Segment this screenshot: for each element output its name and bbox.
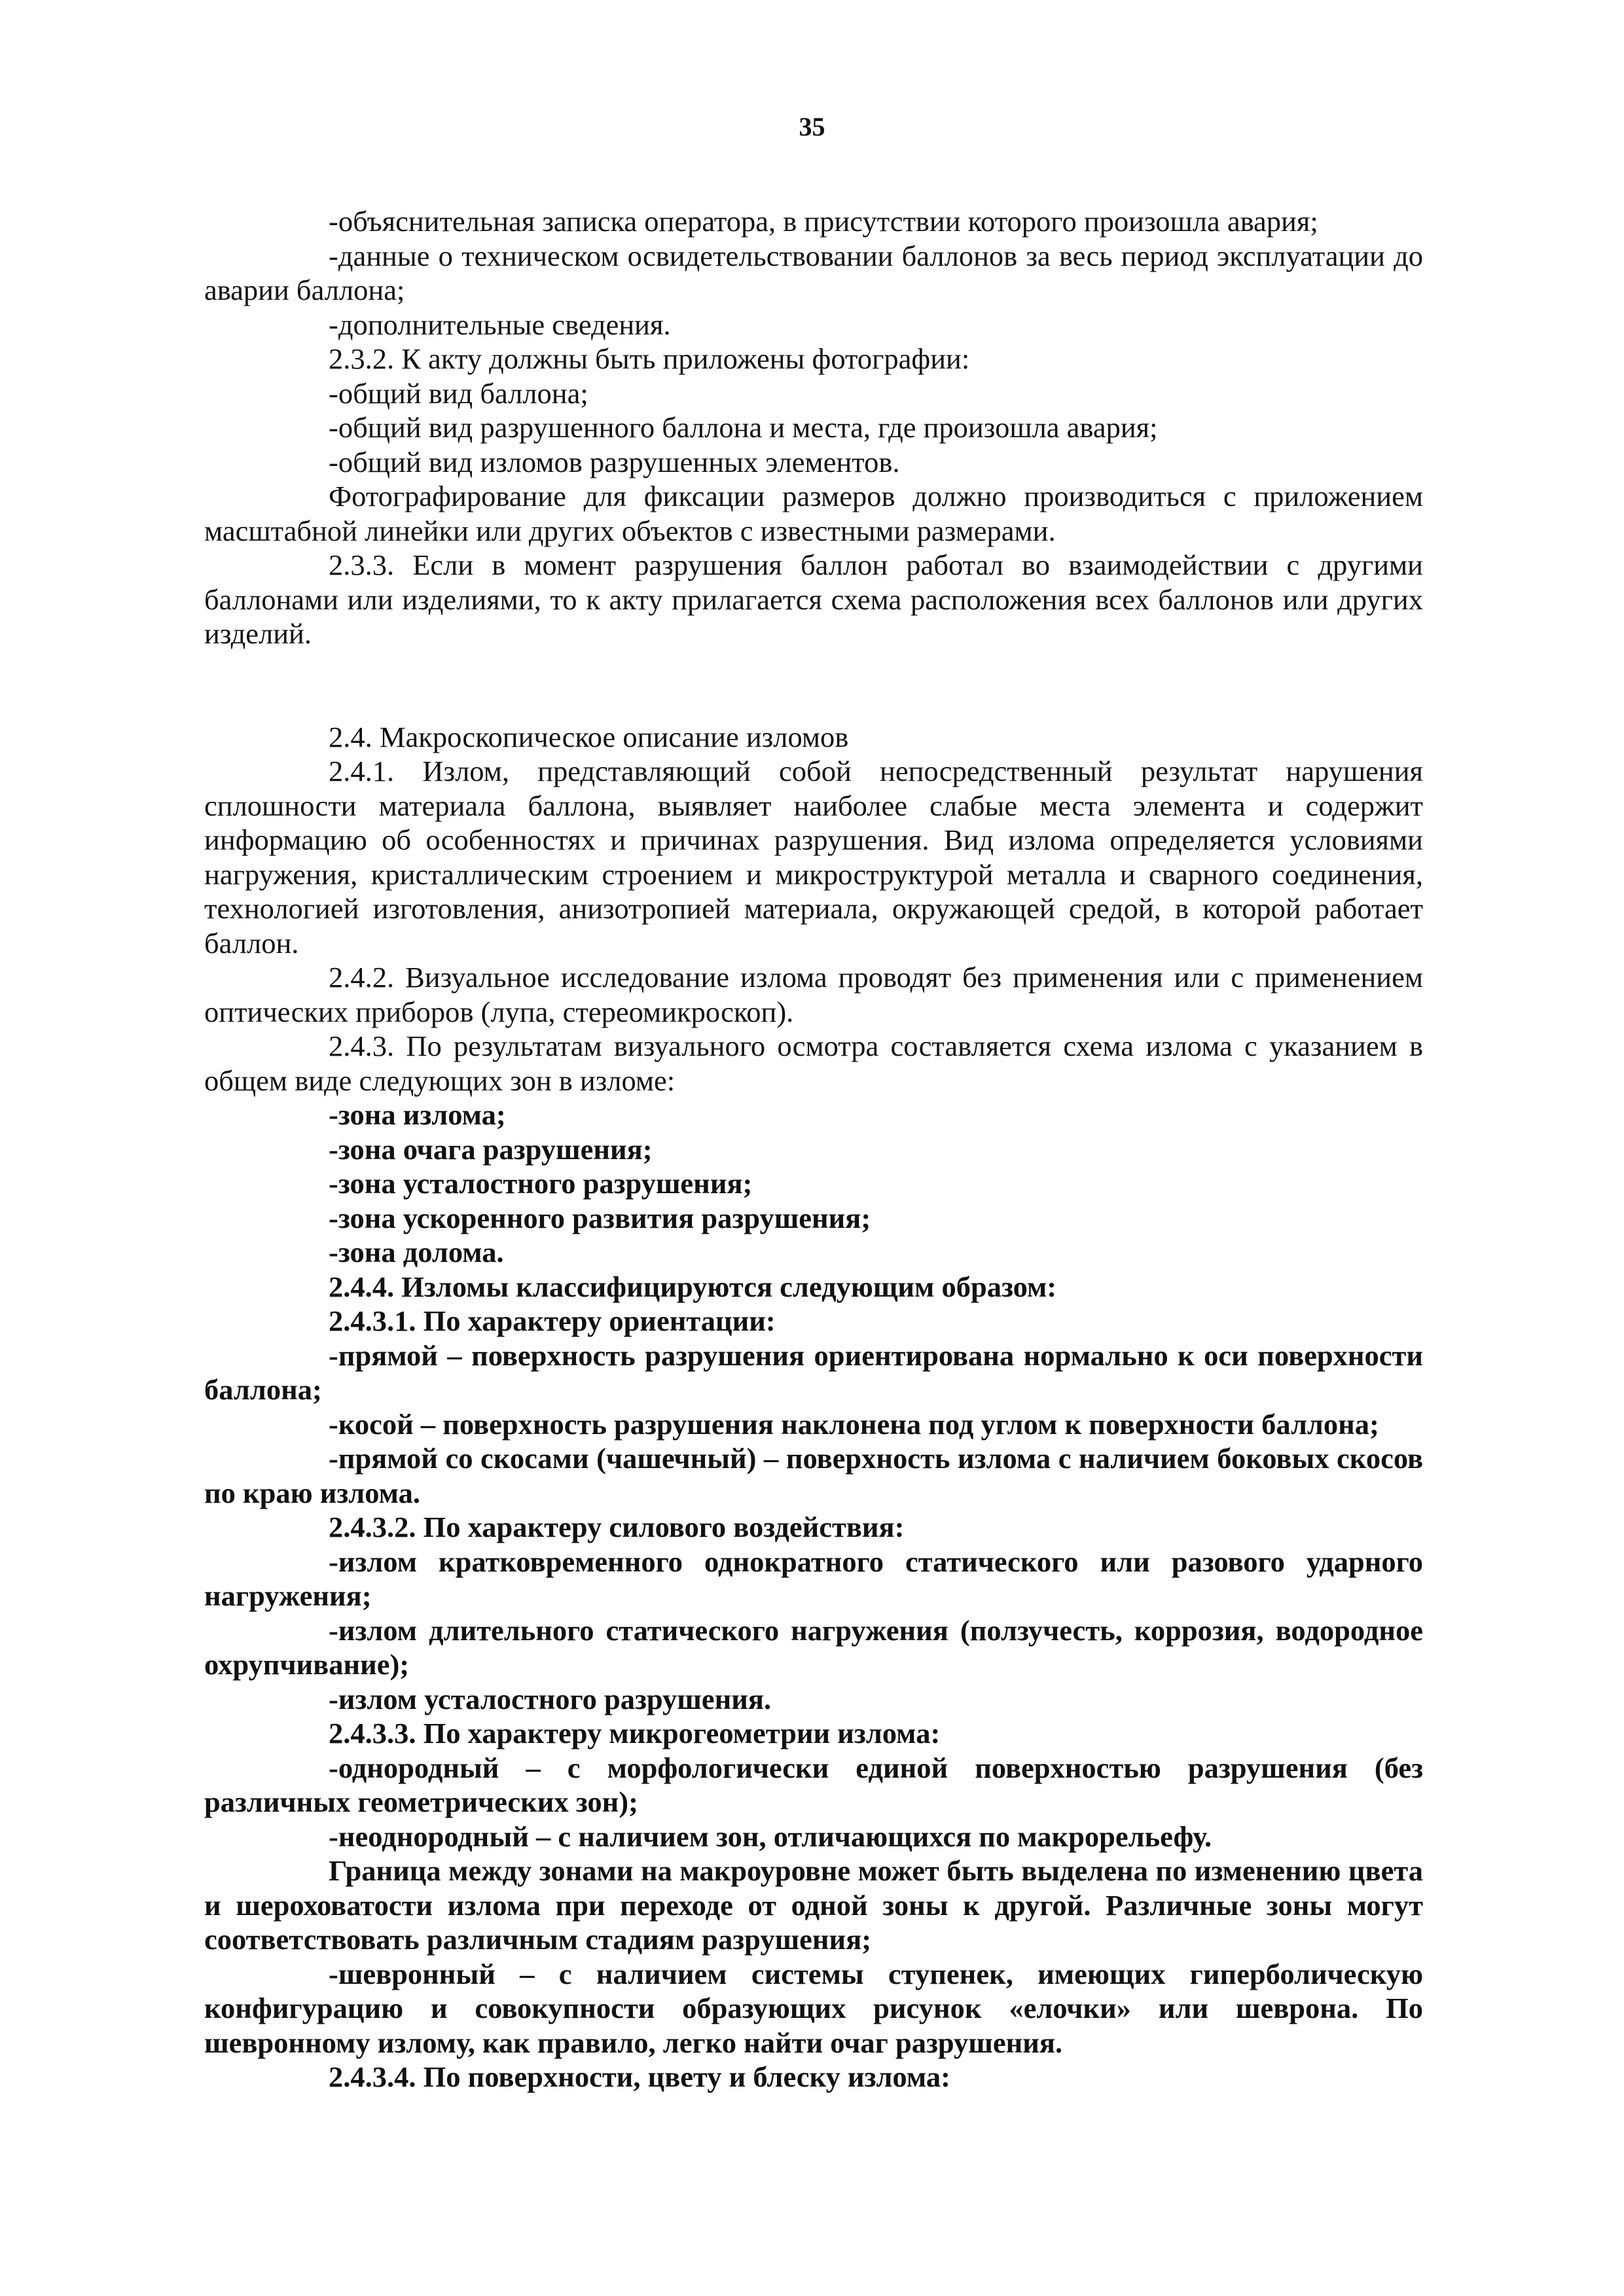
list-item-long-term: -излом длительного статического нагружения (ползучесть, коррозия, водородное охрупчивание); bbox=[204, 1613, 1423, 1681]
list-item-heterogeneous: -неоднородный – с наличием зон, отличающихся по макрорельефу. bbox=[329, 1820, 1212, 1853]
list-item-cup: -прямой со скосами (чашечный) – поверхность излома с наличием боковых скосов по краю излома. bbox=[204, 1442, 1423, 1509]
list-item-destroyed-view: -общий вид разрушенного баллона и места, где произошла авария; bbox=[329, 411, 1158, 444]
list-item-homogeneous: -однородный – с морфологически единой поверхностью разрушения (без различных геометрических зон); bbox=[204, 1751, 1423, 1818]
paragraph-additional-info: -дополнительные сведения. bbox=[329, 308, 671, 341]
paragraph-operator-note: -объяснительная записка оператора, в присутствии которого произошла авария; bbox=[329, 205, 1318, 238]
paragraph-2-4-3: 2.4.3. По результатам визуального осмотра составляется схема излома с указанием в общем виде следующих зон в изломе: bbox=[204, 1030, 1423, 1097]
page-number: 35 bbox=[799, 112, 825, 141]
list-item-zone-final: -зона долома. bbox=[329, 1236, 504, 1268]
paragraph-photography: Фотографирование для фиксации размеров должно производиться с приложением масштабной линейки или других объектов с известными размерами. bbox=[204, 480, 1423, 547]
list-item-zone-fatigue: -зона усталостного разрушения; bbox=[329, 1167, 753, 1200]
paragraph-2-4-3-3: 2.4.3.3. По характеру микрогеометрии излома: bbox=[329, 1717, 941, 1749]
paragraph-2-4-1: 2.4.1. Излом, представляющий собой непосредственный результат нарушения сплошности материала баллона, выявляет наиболее слабые места элемента и содержит информацию об особенностях и причинах разрушения. Вид излома определяется условиями нагружения, кристаллическим строением и микроструктурой металла и сварного соединения, технологией изготовления, анизотропией материала, окружающей средой, в которой работает баллон. bbox=[204, 755, 1423, 960]
paragraph-2-4-3-1: 2.4.3.1. По характеру ориентации: bbox=[329, 1304, 776, 1337]
list-item-oblique: -косой – поверхность разрушения наклонена под углом к поверхности баллона; bbox=[329, 1407, 1379, 1441]
section-heading-2-4: 2.4. Макроскопическое описание изломов bbox=[329, 720, 849, 753]
paragraph-2-4-3-4: 2.4.3.4. По поверхности, цвету и блеску излома: bbox=[329, 2060, 950, 2093]
document-body bbox=[204, 204, 1423, 2094]
paragraph-2-3-2: 2.3.2. К акту должны быть приложены фотографии: bbox=[329, 342, 970, 375]
list-item-straight: -прямой – поверхность разрушения ориентирована нормально к оси поверхности баллона; bbox=[204, 1338, 1423, 1406]
list-item-fatigue-fracture: -излом усталостного разрушения. bbox=[329, 1682, 772, 1715]
paragraph-2-4-4: 2.4.4. Изломы классифицируются следующим образом: bbox=[329, 1270, 1057, 1303]
paragraph-inspection-data: -данные о техническом освидетельствовании баллонов за весь период эксплуатации до аварии баллона; bbox=[204, 239, 1423, 306]
paragraph-zone-boundary: Граница между зонами на макроуровне может быть выделена по изменению цвета и шероховатости излома при переходе от одной зоны к другой. Различные зоны могут соответствовать различным стадиям разрушения; bbox=[204, 1854, 1423, 1956]
list-item-short-term: -излом кратковременного однократного статического или разового ударного нагружения; bbox=[204, 1545, 1423, 1612]
list-item-zone-origin: -зона очага разрушения; bbox=[329, 1132, 653, 1166]
paragraph-2-4-3-2: 2.4.3.2. По характеру силового воздействия: bbox=[329, 1511, 905, 1543]
list-item-general-view: -общий вид баллона; bbox=[329, 376, 588, 410]
list-item-fracture-view: -общий вид изломов разрушенных элементов. bbox=[329, 445, 900, 478]
list-item-zone-fracture: -зона излома; bbox=[329, 1098, 506, 1131]
paragraph-2-4-2: 2.4.2. Визуальное исследование излома проводят без применения или с применением оптических приборов (лупа, стереомикроскоп). bbox=[204, 961, 1423, 1028]
paragraph-2-3-3: 2.3.3. Если в момент разрушения баллон работал во взаимодействии с другими баллонами или изделиями, то к акту прилагается схема расположения всех баллонов или других изделий. bbox=[204, 548, 1423, 650]
list-item-zone-accelerated: -зона ускоренного развития разрушения; bbox=[329, 1201, 871, 1234]
list-item-chevron: -шевронный – с наличием системы ступенек, имеющих гиперболическую конфигурацию и совокупности образующих рисунок «елочки» или шеврона. По шевронному излому, как правило, легко найти очаг разрушения. bbox=[204, 1957, 1423, 2059]
